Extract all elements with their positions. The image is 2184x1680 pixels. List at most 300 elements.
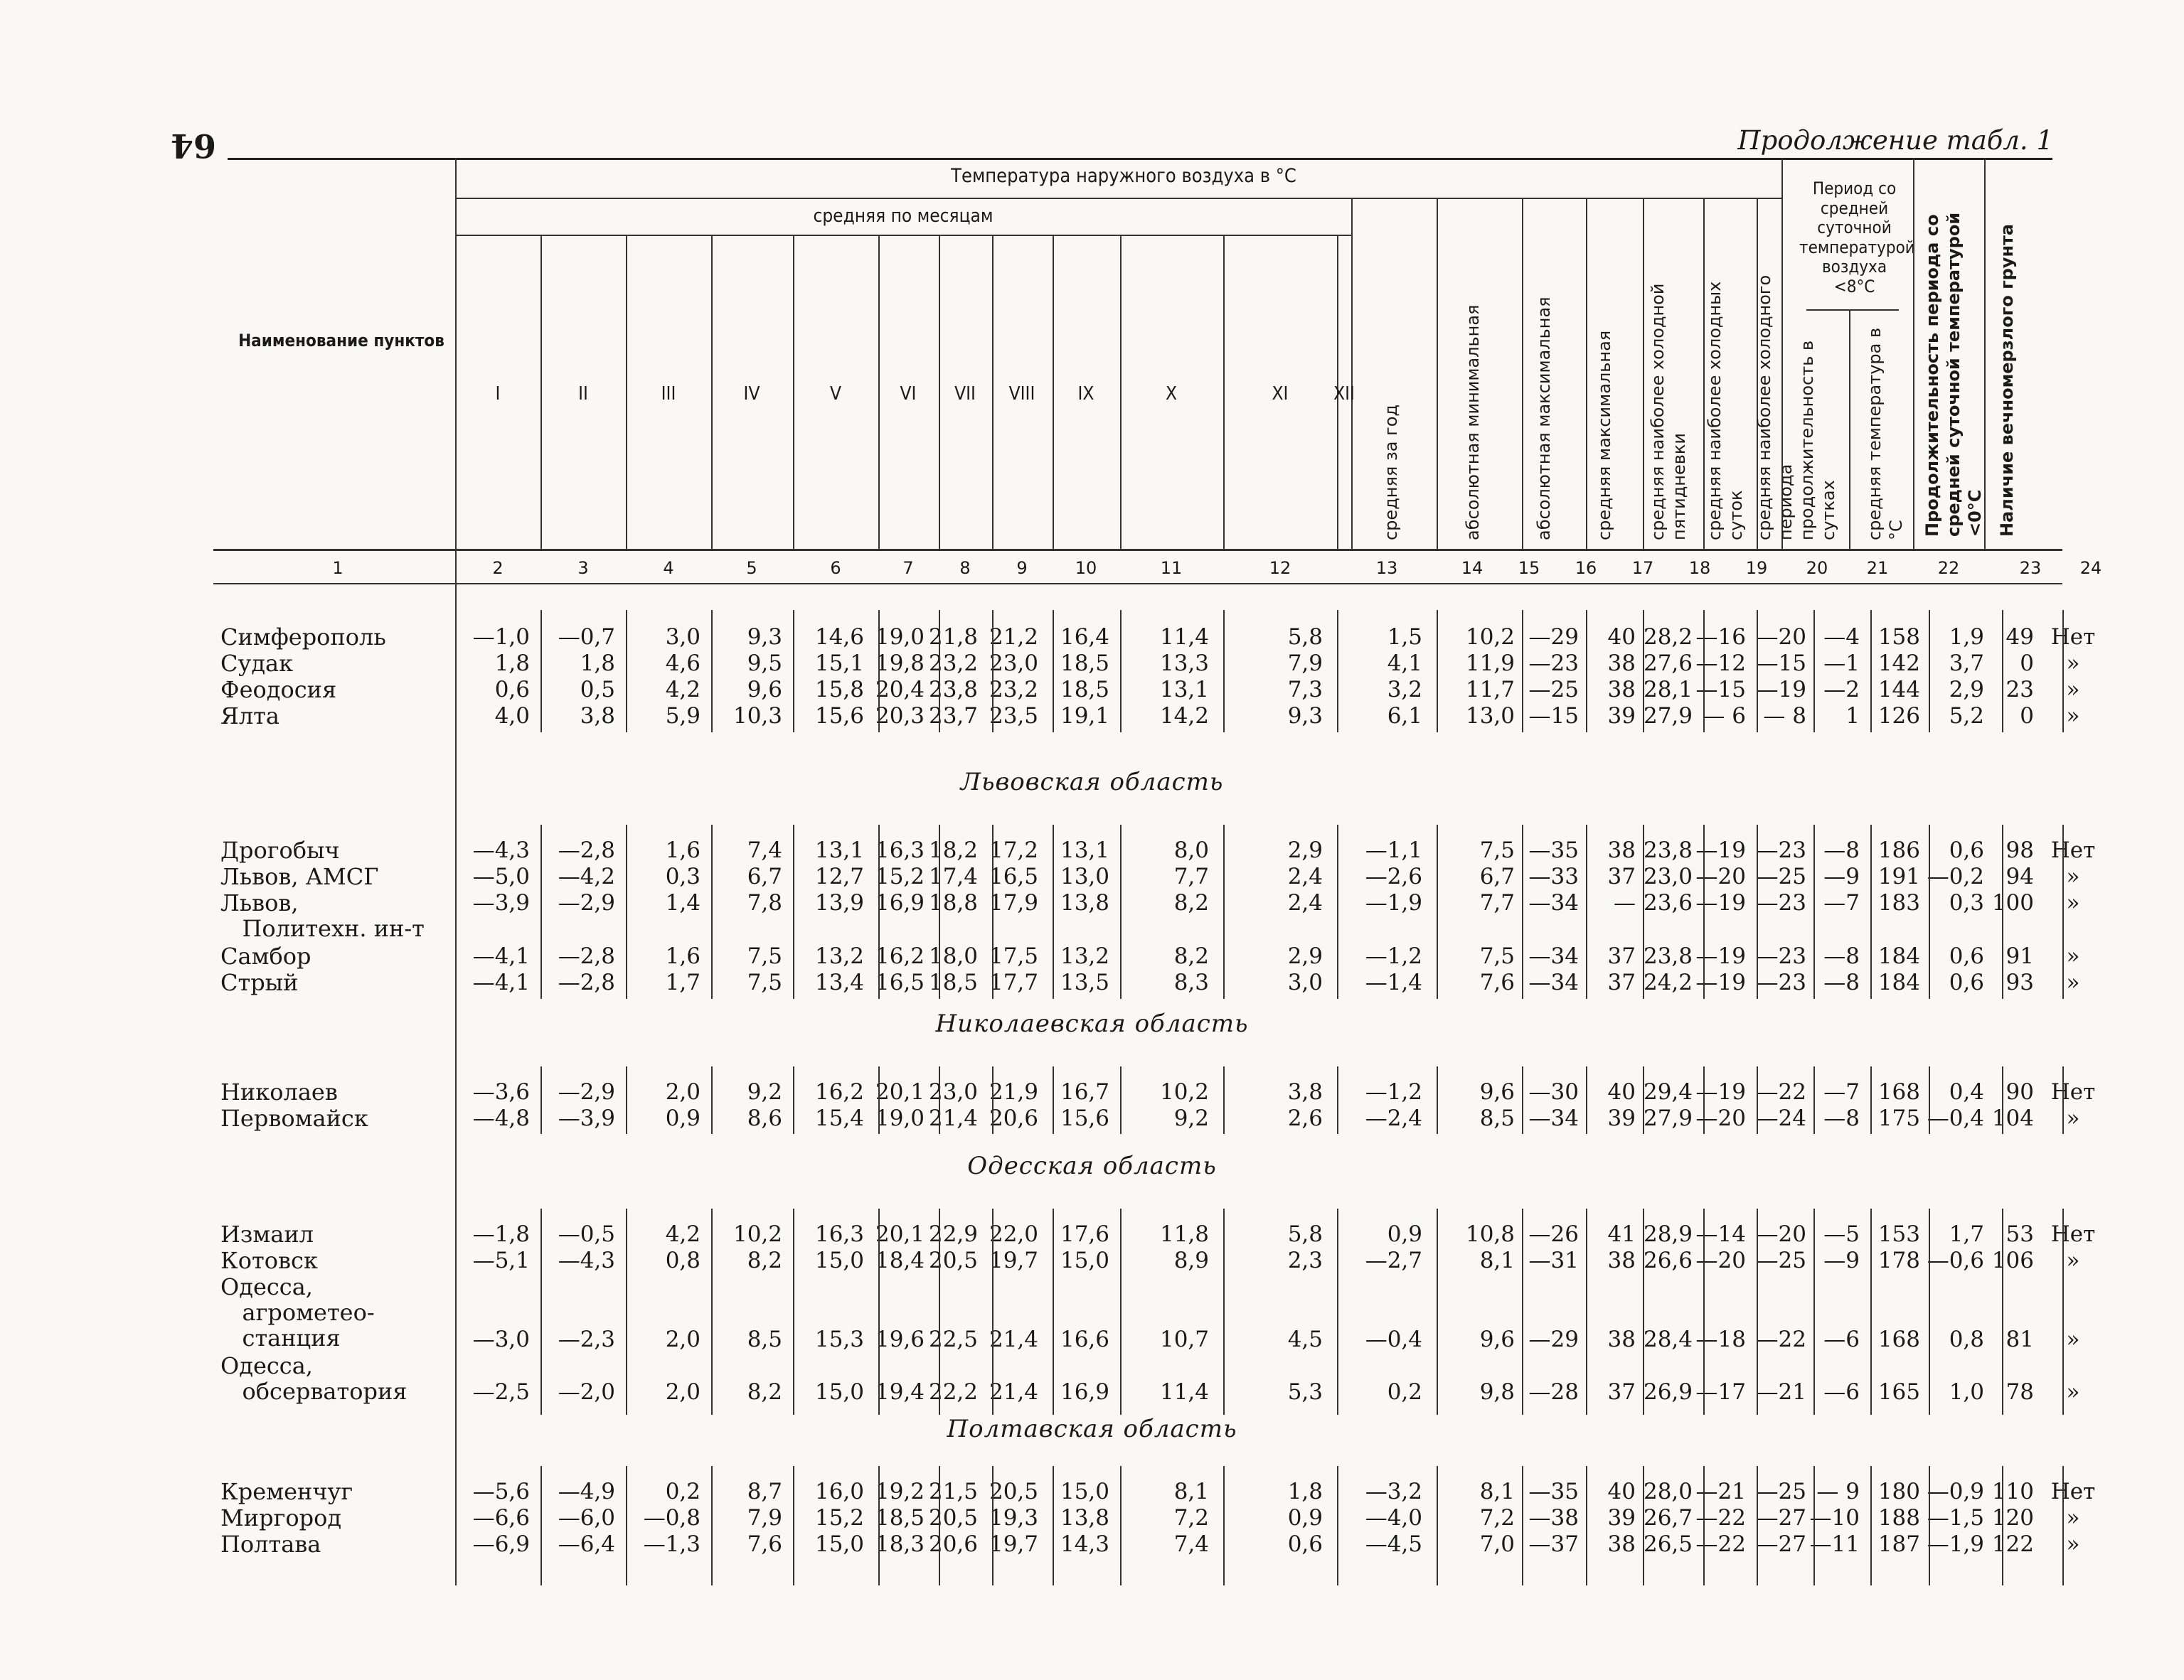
data-cell: 8,6 bbox=[747, 1106, 782, 1131]
vertical-header: продолжительность в сутках bbox=[1797, 340, 1838, 540]
data-cell: 13,0 bbox=[1465, 703, 1515, 729]
station-name: Первомайск bbox=[220, 1105, 368, 1132]
data-cell: 9,2 bbox=[747, 1079, 782, 1105]
data-cell: 1,9 bbox=[1949, 624, 1984, 650]
data-cell: 10,2 bbox=[1159, 1079, 1209, 1105]
data-cell: 175 bbox=[1877, 1106, 1920, 1131]
data-cell: —19 bbox=[1695, 838, 1746, 863]
permafrost-value: » bbox=[2066, 1327, 2080, 1352]
data-cell: 21,4 bbox=[989, 1379, 1038, 1405]
data-cell: 7,6 bbox=[1479, 970, 1515, 995]
data-cell: 191 bbox=[1877, 864, 1920, 889]
data-cell: 37 bbox=[1607, 1379, 1636, 1405]
station-name: Самбор bbox=[220, 943, 311, 970]
data-cell: —23 bbox=[1756, 943, 1806, 969]
data-cell: 3,8 bbox=[580, 703, 615, 729]
data-cell: 18,2 bbox=[928, 838, 978, 863]
data-cell: 8,9 bbox=[1173, 1248, 1209, 1273]
data-cell: 3,0 bbox=[1287, 970, 1323, 995]
column-number: 4 bbox=[663, 558, 674, 578]
body-col-divider bbox=[455, 610, 457, 732]
body-col-divider bbox=[1337, 1466, 1338, 1585]
body-col-divider bbox=[2002, 610, 2003, 732]
data-cell: 94 bbox=[2005, 864, 2034, 889]
body-col-divider bbox=[1757, 1209, 1758, 1415]
data-cell: — 9 bbox=[1816, 1479, 1860, 1504]
month-header: V bbox=[830, 383, 841, 405]
permafrost-value: » bbox=[2066, 1505, 2080, 1531]
data-cell: 110 bbox=[1991, 1479, 2034, 1504]
data-cell: 0,9 bbox=[665, 1106, 701, 1131]
body-col-divider bbox=[1643, 825, 1644, 999]
data-cell: —8 bbox=[1823, 1106, 1860, 1131]
data-cell: 8,2 bbox=[747, 1248, 782, 1273]
data-cell: —34 bbox=[1528, 890, 1579, 916]
body-col-divider bbox=[1813, 610, 1815, 732]
column-number: 8 bbox=[959, 558, 971, 578]
data-cell: 168 bbox=[1877, 1079, 1920, 1105]
data-cell: —37 bbox=[1528, 1531, 1579, 1557]
permafrost-value: Нет bbox=[2050, 1221, 2096, 1247]
data-cell: 1,8 bbox=[494, 651, 530, 676]
data-cell: 2,0 bbox=[665, 1327, 701, 1352]
data-cell: — bbox=[1614, 890, 1636, 916]
data-cell: 1,5 bbox=[1387, 624, 1422, 650]
data-cell: —6,4 bbox=[558, 1531, 615, 1557]
data-cell: 11,4 bbox=[1159, 1379, 1209, 1405]
vertical-header: средняя наиболее холодного периода bbox=[1754, 274, 1796, 540]
data-cell: 23,6 bbox=[1643, 890, 1693, 916]
data-cell: 5,3 bbox=[1287, 1379, 1323, 1405]
data-cell: 126 bbox=[1877, 703, 1920, 729]
data-cell: 19,0 bbox=[875, 624, 925, 650]
data-cell: —1,9 bbox=[1927, 1531, 1984, 1557]
permafrost-value: Нет bbox=[2050, 838, 2096, 863]
data-cell: —23 bbox=[1528, 651, 1579, 676]
station-name: Стрый bbox=[220, 969, 299, 996]
data-cell: 7,7 bbox=[1173, 864, 1209, 889]
data-cell: 7,2 bbox=[1173, 1505, 1209, 1531]
data-cell: 23,8 bbox=[1643, 838, 1693, 863]
data-cell: 21,9 bbox=[989, 1079, 1038, 1105]
month-header: IV bbox=[743, 383, 760, 405]
data-cell: 16,2 bbox=[814, 1079, 864, 1105]
data-cell: —25 bbox=[1528, 677, 1579, 702]
data-cell: —35 bbox=[1528, 1479, 1579, 1504]
data-cell: —6,9 bbox=[472, 1531, 530, 1557]
col-divider bbox=[1351, 198, 1353, 549]
data-cell: 16,3 bbox=[875, 838, 925, 863]
permafrost-value: » bbox=[2066, 970, 2080, 995]
station-name: Полтава bbox=[220, 1531, 321, 1558]
body-col-divider bbox=[1813, 1066, 1815, 1134]
body-col-divider bbox=[1337, 1066, 1338, 1134]
data-cell: 15,2 bbox=[875, 864, 925, 889]
month-header: II bbox=[578, 383, 588, 405]
data-cell: 7,0 bbox=[1479, 1531, 1515, 1557]
data-cell: 5,8 bbox=[1287, 624, 1323, 650]
data-cell: 165 bbox=[1877, 1379, 1920, 1405]
body-col-divider bbox=[1120, 1066, 1122, 1134]
station-name: Одесса, обсерватория bbox=[220, 1352, 407, 1405]
body-col-divider bbox=[1522, 825, 1523, 999]
data-cell: 20,5 bbox=[989, 1479, 1038, 1504]
data-cell: 10,3 bbox=[733, 703, 782, 729]
data-cell: 19,0 bbox=[875, 1106, 925, 1131]
body-col-divider bbox=[939, 610, 940, 732]
body-col-divider bbox=[1703, 1466, 1705, 1585]
data-cell: 29,4 bbox=[1643, 1079, 1693, 1105]
data-cell: 17,4 bbox=[928, 864, 978, 889]
data-cell: 28,2 bbox=[1643, 624, 1693, 650]
body-col-divider bbox=[1813, 1209, 1815, 1415]
data-cell: 19,6 bbox=[875, 1327, 925, 1352]
data-cell: 16,2 bbox=[875, 943, 925, 969]
data-cell: 38 bbox=[1607, 1327, 1636, 1352]
data-cell: —9 bbox=[1823, 1248, 1860, 1273]
body-col-divider bbox=[1703, 825, 1705, 999]
month-header: VII bbox=[954, 383, 976, 405]
data-cell: 17,2 bbox=[989, 838, 1038, 863]
data-cell: 15,0 bbox=[1060, 1248, 1109, 1273]
data-cell: 186 bbox=[1877, 838, 1920, 863]
region-heading: Николаевская область bbox=[935, 1010, 1249, 1038]
data-cell: 16,6 bbox=[1060, 1327, 1109, 1352]
data-cell: 184 bbox=[1877, 970, 1920, 995]
data-cell: —5 bbox=[1823, 1221, 1860, 1247]
data-cell: 26,5 bbox=[1643, 1531, 1693, 1557]
body-col-divider bbox=[1437, 610, 1438, 732]
data-cell: —19 bbox=[1695, 890, 1746, 916]
body-col-divider bbox=[1870, 825, 1872, 999]
body-col-divider bbox=[1053, 825, 1054, 999]
data-cell: 41 bbox=[1607, 1221, 1636, 1247]
vertical-header: абсолютная минимальная bbox=[1463, 304, 1483, 540]
data-cell: —2,0 bbox=[558, 1379, 615, 1405]
data-cell: 18,3 bbox=[875, 1531, 925, 1557]
data-cell: —20 bbox=[1756, 624, 1806, 650]
permafrost-value: » bbox=[2066, 1106, 2080, 1131]
data-cell: 19,7 bbox=[989, 1531, 1038, 1557]
column-number: 17 bbox=[1631, 558, 1654, 578]
data-cell: 7,4 bbox=[747, 838, 782, 863]
body-col-divider bbox=[711, 1209, 713, 1415]
data-cell: —12 bbox=[1695, 651, 1746, 676]
data-cell: 5,2 bbox=[1949, 703, 1984, 729]
data-cell: —35 bbox=[1528, 838, 1579, 863]
data-cell: 1,8 bbox=[1287, 1479, 1323, 1504]
data-cell: 8,2 bbox=[1173, 890, 1209, 916]
body-col-divider bbox=[793, 1466, 794, 1585]
body-col-divider bbox=[1337, 825, 1338, 999]
column-number: 23 bbox=[2019, 558, 2042, 578]
data-cell: 100 bbox=[1991, 890, 2034, 916]
data-cell: —2,8 bbox=[558, 838, 615, 863]
data-cell: 26,6 bbox=[1643, 1248, 1693, 1273]
permafrost-value: » bbox=[2066, 890, 2080, 916]
body-col-divider bbox=[540, 1209, 542, 1415]
body-col-divider bbox=[1223, 1209, 1225, 1415]
data-cell: 18,4 bbox=[875, 1248, 925, 1273]
data-cell: 78 bbox=[2005, 1379, 2034, 1405]
data-cell: —23 bbox=[1756, 838, 1806, 863]
body-col-divider bbox=[1437, 1466, 1438, 1585]
body-col-divider bbox=[992, 1066, 994, 1134]
data-cell: 3,8 bbox=[1287, 1079, 1323, 1105]
data-cell: 7,7 bbox=[1479, 890, 1515, 916]
col-divider bbox=[540, 235, 542, 549]
data-cell: 23,5 bbox=[989, 703, 1038, 729]
data-cell: 23 bbox=[2005, 677, 2034, 702]
data-cell: 20,5 bbox=[928, 1505, 978, 1531]
column-number: 15 bbox=[1518, 558, 1540, 578]
body-col-divider bbox=[878, 610, 880, 732]
data-cell: 0,5 bbox=[580, 677, 615, 702]
data-cell: —4,2 bbox=[558, 864, 615, 889]
data-cell: —11 bbox=[1809, 1531, 1860, 1557]
data-cell: 28,0 bbox=[1643, 1479, 1693, 1504]
data-cell: 15,6 bbox=[1060, 1106, 1109, 1131]
data-cell: 2,6 bbox=[1287, 1106, 1323, 1131]
data-cell: 1,6 bbox=[665, 838, 701, 863]
body-col-divider bbox=[1643, 610, 1644, 732]
data-cell: 8,2 bbox=[747, 1379, 782, 1405]
body-col-divider bbox=[455, 1466, 457, 1585]
col-divider bbox=[1913, 158, 1914, 549]
data-cell: 9,3 bbox=[747, 624, 782, 650]
data-cell: —22 bbox=[1756, 1079, 1806, 1105]
data-cell: —2,9 bbox=[558, 890, 615, 916]
data-cell: 40 bbox=[1607, 1079, 1636, 1105]
region-heading: Львовская область bbox=[960, 768, 1224, 796]
table-continuation-title: Продолжение табл. 1 bbox=[1737, 125, 2053, 156]
column-number: 20 bbox=[1806, 558, 1828, 578]
body-col-divider bbox=[626, 610, 627, 732]
column-number: 22 bbox=[1937, 558, 1960, 578]
column-number: 7 bbox=[902, 558, 914, 578]
data-cell: —20 bbox=[1695, 1106, 1746, 1131]
data-cell: —33 bbox=[1528, 864, 1579, 889]
column-number: 24 bbox=[2079, 558, 2102, 578]
data-cell: —23 bbox=[1756, 970, 1806, 995]
data-cell: —0,6 bbox=[1927, 1248, 1984, 1273]
data-cell: 28,1 bbox=[1643, 677, 1693, 702]
body-col-divider bbox=[1757, 825, 1758, 999]
data-cell: —7 bbox=[1823, 890, 1860, 916]
data-cell: —4,0 bbox=[1365, 1505, 1422, 1531]
header-rule-bottom bbox=[213, 549, 2062, 551]
data-cell: —19 bbox=[1756, 677, 1806, 702]
body-col-divider bbox=[1703, 1066, 1705, 1134]
column-number: 18 bbox=[1688, 558, 1711, 578]
column-number: 12 bbox=[1269, 558, 1291, 578]
data-cell: 0,2 bbox=[665, 1479, 701, 1504]
data-cell: 7,9 bbox=[747, 1505, 782, 1531]
data-cell: 39 bbox=[1607, 1106, 1636, 1131]
station-name: Котовск bbox=[220, 1247, 318, 1274]
data-cell: 8,0 bbox=[1173, 838, 1209, 863]
data-cell: —5,0 bbox=[472, 864, 530, 889]
header-temperature: Температура наружного воздуха в °С bbox=[951, 165, 1296, 187]
data-cell: 168 bbox=[1877, 1327, 1920, 1352]
data-cell: 15,0 bbox=[814, 1531, 864, 1557]
body-col-divider bbox=[540, 825, 542, 999]
data-cell: 2,9 bbox=[1287, 838, 1323, 863]
data-cell: —17 bbox=[1695, 1379, 1746, 1405]
data-cell: 1,0 bbox=[1949, 1379, 1984, 1405]
body-col-divider bbox=[939, 1466, 940, 1585]
body-col-divider bbox=[1643, 1466, 1644, 1585]
data-cell: 90 bbox=[2005, 1079, 2034, 1105]
data-cell: —0,4 bbox=[1927, 1106, 1984, 1131]
region-heading: Одесская область bbox=[967, 1152, 1217, 1180]
data-cell: 15,0 bbox=[1060, 1479, 1109, 1504]
data-cell: 21,5 bbox=[928, 1479, 978, 1504]
col-divider bbox=[1437, 198, 1438, 549]
data-cell: —1,8 bbox=[472, 1221, 530, 1247]
body-col-divider bbox=[793, 1066, 794, 1134]
data-cell: 0,6 bbox=[494, 677, 530, 702]
data-cell: —6 bbox=[1823, 1327, 1860, 1352]
data-cell: 15,4 bbox=[814, 1106, 864, 1131]
data-cell: 3,2 bbox=[1387, 677, 1422, 702]
data-cell: 13,1 bbox=[1159, 677, 1209, 702]
data-cell: 16,3 bbox=[814, 1221, 864, 1247]
data-cell: —31 bbox=[1528, 1248, 1579, 1273]
data-cell: 7,5 bbox=[747, 943, 782, 969]
month-header: VI bbox=[900, 383, 917, 405]
body-col-divider bbox=[455, 825, 457, 999]
body-col-divider bbox=[1643, 1209, 1644, 1415]
body-col-divider bbox=[992, 610, 994, 732]
column-number: 11 bbox=[1160, 558, 1183, 578]
body-col-divider bbox=[1522, 1466, 1523, 1585]
col-divider bbox=[1849, 309, 1850, 549]
col-divider bbox=[1223, 235, 1225, 549]
data-cell: —24 bbox=[1756, 1106, 1806, 1131]
data-cell: —22 bbox=[1695, 1531, 1746, 1557]
body-col-divider bbox=[1223, 1466, 1225, 1585]
data-cell: 21,2 bbox=[989, 624, 1038, 650]
data-cell: 16,7 bbox=[1060, 1079, 1109, 1105]
vertical-header: абсолютная максимальная bbox=[1534, 296, 1554, 540]
data-cell: 14,6 bbox=[814, 624, 864, 650]
data-cell: 9,6 bbox=[1479, 1327, 1515, 1352]
data-cell: 22,0 bbox=[989, 1221, 1038, 1247]
body-col-divider bbox=[1053, 1066, 1054, 1134]
data-cell: 0,9 bbox=[1287, 1505, 1323, 1531]
data-cell: —2,6 bbox=[1365, 864, 1422, 889]
data-cell: —5,1 bbox=[472, 1248, 530, 1273]
data-cell: 7,5 bbox=[1479, 943, 1515, 969]
body-col-divider bbox=[1929, 1209, 1930, 1415]
data-cell: 15,0 bbox=[814, 1379, 864, 1405]
column-number: 5 bbox=[746, 558, 757, 578]
data-cell: 5,8 bbox=[1287, 1221, 1323, 1247]
data-cell: —25 bbox=[1756, 1248, 1806, 1273]
data-cell: 120 bbox=[1991, 1505, 2034, 1531]
data-cell: 7,6 bbox=[747, 1531, 782, 1557]
data-cell: 10,2 bbox=[733, 1221, 782, 1247]
data-cell: 15,0 bbox=[814, 1248, 864, 1273]
data-cell: —6 bbox=[1823, 1379, 1860, 1405]
data-cell: —22 bbox=[1756, 1327, 1806, 1352]
data-cell: —21 bbox=[1695, 1479, 1746, 1504]
body-col-divider bbox=[2062, 825, 2064, 999]
data-cell: —2,9 bbox=[558, 1079, 615, 1105]
station-name: Дрогобыч bbox=[220, 837, 340, 864]
body-col-divider bbox=[1586, 1066, 1587, 1134]
data-cell: 38 bbox=[1607, 1531, 1636, 1557]
data-cell: 23,0 bbox=[1643, 864, 1693, 889]
data-cell: 188 bbox=[1877, 1505, 1920, 1531]
body-col-divider bbox=[2062, 610, 2064, 732]
data-cell: 13,2 bbox=[814, 943, 864, 969]
vertical-header: средняя наиболее холодных суток bbox=[1705, 281, 1746, 540]
data-cell: 21,4 bbox=[989, 1327, 1038, 1352]
data-cell: — 8 bbox=[1763, 703, 1806, 729]
data-cell: 22,9 bbox=[928, 1221, 978, 1247]
body-col-divider bbox=[1757, 610, 1758, 732]
body-col-divider bbox=[793, 610, 794, 732]
body-col-divider bbox=[1120, 1209, 1122, 1415]
data-cell: 104 bbox=[1991, 1106, 2034, 1131]
data-cell: 1,6 bbox=[665, 943, 701, 969]
data-cell: 8,3 bbox=[1173, 970, 1209, 995]
body-col-divider bbox=[992, 1466, 994, 1585]
data-cell: 16,4 bbox=[1060, 624, 1109, 650]
data-cell: 13,8 bbox=[1060, 1505, 1109, 1531]
data-cell: 2,9 bbox=[1287, 943, 1323, 969]
data-cell: —6,6 bbox=[472, 1505, 530, 1531]
col-divider bbox=[1522, 198, 1523, 549]
data-cell: —25 bbox=[1756, 1479, 1806, 1504]
body-col-divider bbox=[1223, 610, 1225, 732]
data-cell: —2,5 bbox=[472, 1379, 530, 1405]
body-col-divider bbox=[992, 825, 994, 999]
data-cell: 16,5 bbox=[875, 970, 925, 995]
data-cell: 178 bbox=[1877, 1248, 1920, 1273]
data-cell: —2,3 bbox=[558, 1327, 615, 1352]
data-cell: 18,5 bbox=[1060, 677, 1109, 702]
data-cell: —15 bbox=[1695, 677, 1746, 702]
station-name: Ялта bbox=[220, 702, 279, 729]
data-cell: 13,1 bbox=[814, 838, 864, 863]
body-col-divider bbox=[1522, 1209, 1523, 1415]
data-cell: —10 bbox=[1809, 1505, 1860, 1531]
body-col-divider bbox=[793, 825, 794, 999]
data-cell: 184 bbox=[1877, 943, 1920, 969]
body-col-divider bbox=[1120, 825, 1122, 999]
permafrost-value: » bbox=[2066, 651, 2080, 676]
data-cell: 27,6 bbox=[1643, 651, 1693, 676]
data-cell: 10,2 bbox=[1465, 624, 1515, 650]
permafrost-value: » bbox=[2066, 943, 2080, 969]
data-cell: 0,6 bbox=[1949, 943, 1984, 969]
data-cell: —8 bbox=[1823, 943, 1860, 969]
body-col-divider bbox=[1813, 1466, 1815, 1585]
col-divider bbox=[1586, 198, 1587, 549]
data-cell: 38 bbox=[1607, 677, 1636, 702]
data-cell: 37 bbox=[1607, 864, 1636, 889]
body-col-divider bbox=[2002, 1209, 2003, 1415]
body-col-divider bbox=[1437, 1066, 1438, 1134]
data-cell: 2,0 bbox=[665, 1079, 701, 1105]
data-cell: 4,2 bbox=[665, 1221, 701, 1247]
data-cell: —0,4 bbox=[1365, 1327, 1422, 1352]
data-cell: 23,8 bbox=[1643, 943, 1693, 969]
vertical-header: средняя наиболее холодной пятидневки bbox=[1648, 283, 1689, 540]
